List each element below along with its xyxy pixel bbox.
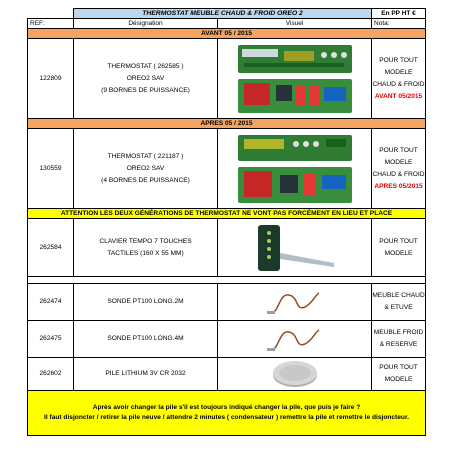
ref-cell: 130559	[28, 129, 74, 209]
table-row	[28, 129, 426, 209]
designation-line: CLAVIER TEMPO 7 TOUCHES	[99, 237, 192, 245]
nota-date: APRES 05/2015	[374, 182, 423, 190]
nota-cell	[372, 39, 426, 119]
price-label: En PP HT €	[372, 9, 426, 19]
nota-cell: MEUBLE FROID & RESERVE	[372, 321, 426, 358]
designation-cell	[74, 129, 218, 209]
keypad-ribbon-image	[250, 223, 340, 273]
designation-line: (9 BORNES DE PUISSANCE)	[101, 86, 190, 94]
designation-cell: PILE LITHIUM 3V CR 2032	[74, 358, 218, 391]
table-row	[28, 321, 426, 358]
table-row	[28, 358, 426, 391]
nota-cell: POUR TOUT MODELE	[372, 219, 426, 277]
designation-cell: SONDE PT100 LONG.4M	[74, 321, 218, 358]
visual-cell	[218, 39, 372, 119]
battery-note-answer: Il faut disjoncter / retirer la pile neuve / attendre 2 minutes ( condensateur ) remettre la pile et remettre le disjoncteur.	[44, 414, 409, 421]
visual-cell	[218, 321, 372, 358]
designation-line: (4 BORNES DE PUISSANCE)	[101, 176, 190, 184]
section-header-after: APRES 05 / 2015	[28, 119, 426, 129]
column-header-ref: REF:	[28, 19, 74, 29]
probe-cable-image	[265, 287, 325, 317]
nota-text: POUR TOUT MODELE CHAUD & FROID	[372, 146, 425, 178]
column-header-designation: Désignation	[74, 19, 218, 29]
battery-note	[28, 391, 426, 436]
designation-line: TACTILES (160 X 55 MM)	[107, 249, 184, 257]
nota-date: AVANT 05/2015	[374, 92, 423, 100]
nota-cell: POUR TOUT MODELE	[372, 358, 426, 391]
document-title: THERMOSTAT MEUBLE CHAUD & FROID OREO 2	[74, 9, 372, 19]
designation-cell	[74, 39, 218, 119]
visual-cell	[218, 129, 372, 209]
designation-line: OREO2 SAV	[126, 164, 165, 172]
column-header-visuel: Visuel	[218, 19, 372, 29]
designation-cell: SONDE PT100 LONG.2M	[74, 284, 218, 321]
spacer-row	[28, 277, 426, 284]
visual-cell	[218, 284, 372, 321]
designation-line: THERMOSTAT ( 221187 )	[107, 152, 184, 160]
column-header-nota: Nota:	[372, 19, 426, 29]
nota-cell	[372, 129, 426, 209]
thermostat-board-image	[236, 133, 354, 205]
thermostat-board-image	[236, 43, 354, 115]
table-row	[28, 219, 426, 277]
visual-cell	[218, 219, 372, 277]
designation-line: OREO2 SAV	[126, 74, 165, 82]
table-row	[28, 284, 426, 321]
ref-cell: 262475	[28, 321, 74, 358]
parts-table	[27, 8, 426, 436]
ref-cell: 262584	[28, 219, 74, 277]
nota-cell: MEUBLE CHAUD & ETUVE	[372, 284, 426, 321]
probe-cable-image	[265, 324, 325, 354]
nota-text: POUR TOUT MODELE CHAUD & FROID	[372, 56, 425, 88]
designation-cell	[74, 219, 218, 277]
table-row	[28, 39, 426, 119]
battery-note-question: Après avoir changer la pile s'il est toujours indiqué changer la pile, que puis je faire ?	[92, 404, 361, 411]
designation-line: THERMOSTAT ( 262585 )	[107, 62, 184, 70]
warning-banner: ATTENTION LES DEUX GÉNÉRATIONS DE THERMOSTAT NE VONT PAS FORCÉMENT EN LIEU ET PLACE	[28, 209, 426, 219]
visual-cell	[218, 358, 372, 391]
section-header-before: AVANT 05 / 2015	[28, 29, 426, 39]
ref-cell: 262602	[28, 358, 74, 391]
ref-cell: 122809	[28, 39, 74, 119]
coin-cell-image	[267, 359, 323, 389]
ref-cell: 262474	[28, 284, 74, 321]
